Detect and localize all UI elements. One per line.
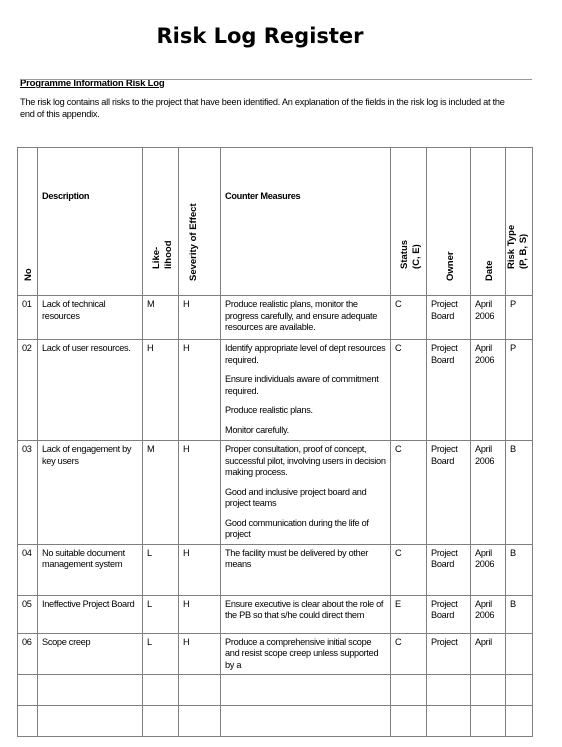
header-severity	[179, 148, 221, 296]
empty-cell	[506, 675, 533, 706]
header-likelihood-line1: Like-	[150, 246, 162, 269]
cell-date: April 2006	[471, 340, 506, 441]
risk-log-table	[17, 147, 533, 737]
cell-description: Lack of user resources.	[38, 340, 143, 441]
cell-date: April 2006	[471, 441, 506, 545]
intro-paragraph: The risk log contains all risks to the project that have been identified. An explanation of the fields in the risk log is included at the end of this appendix.	[20, 97, 505, 119]
cell-likelihood: M	[143, 441, 179, 545]
cell-counter-measures	[221, 340, 391, 441]
empty-cell	[471, 706, 506, 737]
table-row	[18, 633, 533, 675]
empty-cell	[18, 675, 38, 706]
counter-measure-paragraph: Monitor carefully.	[225, 424, 289, 435]
header-risk-type-line2: (P, B, S)	[517, 233, 529, 269]
header-date-label: Date	[484, 259, 495, 281]
cell-description: Scope creep	[38, 633, 143, 675]
header-date	[471, 148, 506, 296]
counter-measure-paragraph: Good and inclusive project board and project teams	[225, 486, 367, 508]
cell-risk-type: P	[506, 296, 533, 340]
cell-owner: Project Board	[427, 544, 471, 595]
header-row	[18, 148, 533, 296]
empty-cell	[391, 675, 427, 706]
empty-cell	[18, 706, 38, 737]
cell-status: C	[391, 544, 427, 595]
cell-counter-measures	[221, 544, 391, 595]
empty-row	[18, 675, 533, 706]
cell-date: April 2006	[471, 595, 506, 633]
table-row	[18, 296, 533, 340]
header-owner-label: Owner	[444, 250, 456, 281]
table-row	[18, 544, 533, 595]
cell-description: Ineffective Project Board	[38, 595, 143, 633]
section-rule	[20, 79, 532, 80]
cell-owner: Project Board	[427, 296, 471, 340]
cell-severity: H	[179, 340, 221, 441]
cell-risk-type: P	[506, 340, 533, 441]
cell-status: C	[391, 340, 427, 441]
cell-severity: H	[179, 441, 221, 545]
cell-likelihood: H	[143, 340, 179, 441]
empty-cell	[506, 706, 533, 737]
cell-owner: Project Board	[427, 441, 471, 545]
header-status	[391, 148, 427, 296]
empty-cell	[221, 675, 391, 706]
cell-no: 03	[18, 441, 38, 545]
cell-severity: H	[179, 296, 221, 340]
counter-measure-paragraph: Proper consultation, proof of concept, successful pilot, involving users in decision making process.	[225, 444, 386, 477]
cell-likelihood: M	[143, 296, 179, 340]
header-risk-type	[506, 148, 533, 296]
empty-cell	[38, 675, 143, 706]
cell-severity: H	[179, 633, 221, 675]
header-likelihood	[143, 148, 179, 296]
cell-counter-measures	[221, 633, 391, 675]
cell-description: No suitable document management system	[38, 544, 143, 595]
cell-no: 04	[18, 544, 38, 595]
document-title: Risk Log Register	[156, 24, 364, 48]
empty-cell	[38, 706, 143, 737]
header-no	[18, 148, 38, 296]
risk-rows	[18, 296, 533, 737]
cell-status: E	[391, 595, 427, 633]
table-row	[18, 595, 533, 633]
empty-cell	[427, 706, 471, 737]
cell-likelihood: L	[143, 633, 179, 675]
counter-measure-paragraph: The facility must be delivered by other means	[225, 547, 369, 569]
cell-description: Lack of technical resources	[38, 296, 143, 340]
cell-risk-type: B	[506, 544, 533, 595]
cell-counter-measures	[221, 595, 391, 633]
header-counter-measures: Counter Measures	[221, 148, 391, 296]
table-row	[18, 441, 533, 545]
counter-measure-paragraph: Ensure individuals aware of commitment required.	[225, 374, 379, 396]
cell-date: April 2006	[471, 544, 506, 595]
empty-cell	[179, 675, 221, 706]
cell-status: C	[391, 633, 427, 675]
cell-date: April 2006	[471, 296, 506, 340]
empty-cell	[427, 675, 471, 706]
counter-measure-paragraph: Identify appropriate level of dept resources required.	[225, 343, 386, 365]
empty-row	[18, 706, 533, 737]
cell-risk-type: B	[506, 595, 533, 633]
cell-severity: H	[179, 544, 221, 595]
cell-likelihood: L	[143, 544, 179, 595]
cell-date: April	[471, 633, 506, 675]
counter-measure-paragraph: Good communication during the life of project	[225, 517, 369, 539]
cell-no: 01	[18, 296, 38, 340]
counter-measure-paragraph: Produce realistic plans.	[225, 405, 313, 415]
empty-cell	[471, 675, 506, 706]
cell-status: C	[391, 296, 427, 340]
empty-cell	[221, 706, 391, 737]
cell-no: 02	[18, 340, 38, 441]
header-status-line1: Status	[398, 239, 410, 269]
table-row	[18, 340, 533, 441]
section-title: Programme Information Risk Log	[20, 78, 165, 89]
header-severity-label: Severity of Effect	[187, 202, 199, 281]
header-no-label: No	[22, 267, 34, 281]
cell-counter-measures	[221, 296, 391, 340]
header-likelihood-line2: lihood	[162, 240, 173, 269]
empty-cell	[179, 706, 221, 737]
counter-measure-paragraph: Produce realistic plans, monitor the progress carefully, and ensure adequate resources are available.	[225, 299, 378, 332]
header-owner	[427, 148, 471, 296]
header-status-line2: (C, E)	[410, 244, 421, 269]
cell-owner: Project	[427, 633, 471, 675]
cell-counter-measures	[221, 441, 391, 545]
cell-severity: H	[179, 595, 221, 633]
empty-cell	[391, 706, 427, 737]
cell-no: 05	[18, 595, 38, 633]
cell-status: C	[391, 441, 427, 545]
cell-description: Lack of engagement by key users	[38, 441, 143, 545]
cell-owner: Project Board	[427, 340, 471, 441]
counter-measure-paragraph: Ensure executive is clear about the role of the PB so that s/he could direct them	[225, 598, 384, 620]
empty-cell	[143, 675, 179, 706]
cell-likelihood: L	[143, 595, 179, 633]
cell-risk-type	[506, 633, 533, 675]
cell-risk-type: B	[506, 441, 533, 545]
header-risk-type-line1: Risk Type	[506, 224, 517, 269]
header-description: Description	[38, 148, 143, 296]
cell-owner: Project Board	[427, 595, 471, 633]
cell-no: 06	[18, 633, 38, 675]
counter-measure-paragraph: Produce a comprehensive initial scope and resist scope creep unless supported by a	[225, 636, 379, 670]
empty-cell	[143, 706, 179, 737]
